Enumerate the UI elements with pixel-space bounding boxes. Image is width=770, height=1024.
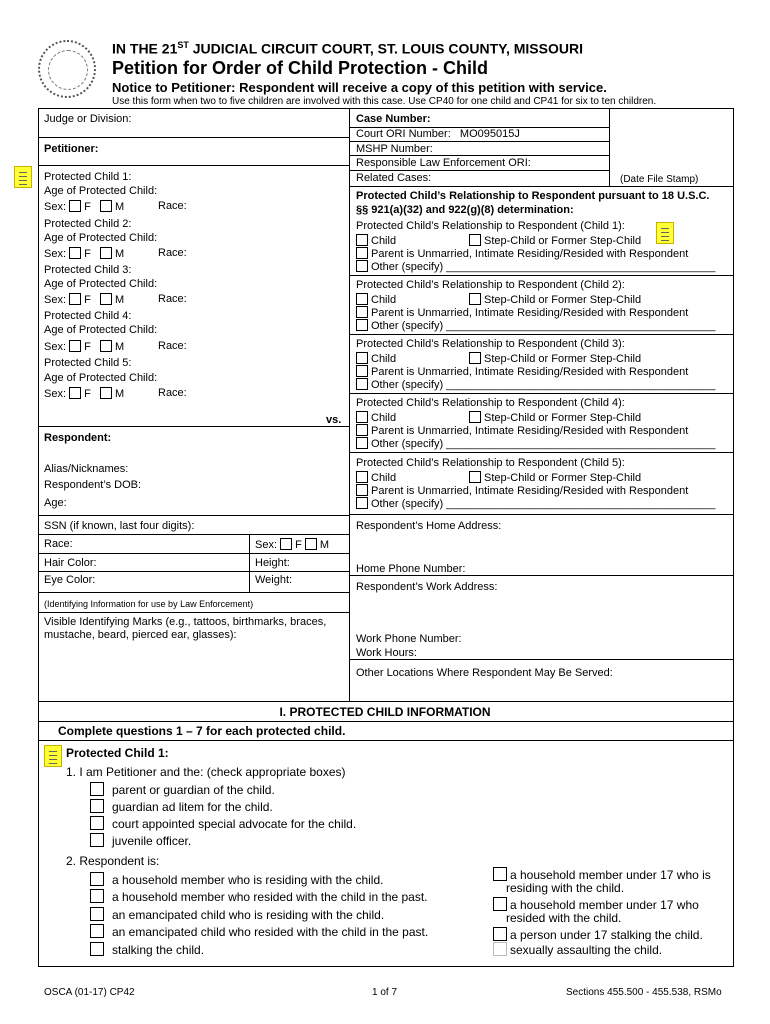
- child-checkbox[interactable]: [356, 352, 368, 364]
- court-name: IN THE 21ST JUDICIAL CIRCUIT COURT, ST. LOUIS COUNTY, MISSOURI: [112, 40, 583, 57]
- identifying-marks-label-2: mustache, beard, pierced ear, glasses):: [44, 629, 237, 641]
- parent-unmarried-checkbox[interactable]: [356, 424, 368, 436]
- versus-label: vs.: [326, 414, 342, 426]
- identifying-marks-label-1: Visible Identifying Marks (e.g., tattoos, birthmarks, braces,: [44, 616, 327, 628]
- child-checkbox[interactable]: [356, 293, 368, 305]
- sex-m-checkbox[interactable]: [100, 387, 112, 399]
- child-checkbox[interactable]: [356, 234, 368, 246]
- sex-f-checkbox[interactable]: [69, 293, 81, 305]
- form-id: OSCA (01-17) CP42: [44, 987, 135, 998]
- step-child-checkbox[interactable]: [469, 411, 481, 423]
- work-address-label: Respondent’s Work Address:: [356, 581, 498, 593]
- service-notice: Notice to Petitioner: Respondent will receive a copy of this petition with service.: [112, 80, 607, 95]
- sex-m-checkbox[interactable]: [100, 200, 112, 212]
- child-checkbox[interactable]: [356, 471, 368, 483]
- respondent-age-label: Age:: [44, 497, 67, 509]
- section-instruction: Complete questions 1 – 7 for each protected child.: [58, 724, 346, 738]
- household-under17-residing-checkbox[interactable]: [493, 867, 507, 881]
- responsible-le-ori-label: Responsible Law Enforcement ORI:: [356, 157, 531, 169]
- sex-f-checkbox[interactable]: [69, 200, 81, 212]
- relationship-heading-2: §§ 921(a)(32) and 922(g)(8) determination:: [356, 204, 574, 216]
- parent-unmarried-checkbox[interactable]: [356, 247, 368, 259]
- other-checkbox[interactable]: [356, 497, 368, 509]
- home-address-label: Respondent’s Home Address:: [356, 520, 502, 532]
- respondent-sex: Sex: F M: [255, 539, 330, 551]
- juvenile-officer-checkbox[interactable]: [90, 833, 104, 847]
- home-phone-label: Home Phone Number:: [356, 563, 466, 575]
- step-child-checkbox[interactable]: [469, 293, 481, 305]
- sex-f-checkbox[interactable]: [69, 247, 81, 259]
- other-checkbox[interactable]: [356, 319, 368, 331]
- hair-color-label: Hair Color:: [44, 557, 97, 569]
- section-heading: I. PROTECTED CHILD INFORMATION: [279, 705, 491, 719]
- emancipated-resided-checkbox[interactable]: [90, 924, 104, 938]
- law-enforcement-note: (Identifying Information for use by Law Enforcement): [44, 599, 254, 609]
- date-file-stamp: (Date File Stamp): [620, 174, 699, 185]
- stalking-checkbox[interactable]: [90, 942, 104, 956]
- other-checkbox[interactable]: [356, 437, 368, 449]
- parent-guardian-checkbox[interactable]: [90, 782, 104, 796]
- question-1: 1. I am Petitioner and the: (check appropriate boxes): [66, 765, 346, 779]
- ssn-label: SSN (if known, last four digits):: [44, 520, 195, 532]
- related-cases-label: Related Cases:: [356, 172, 432, 184]
- sex-f-checkbox[interactable]: [69, 387, 81, 399]
- height-label: Height:: [255, 557, 290, 569]
- sex-m-checkbox[interactable]: [100, 247, 112, 259]
- sticky-note-icon[interactable]: [14, 166, 32, 188]
- race-label: Race:: [44, 538, 73, 550]
- step-child-checkbox[interactable]: [469, 471, 481, 483]
- sex-f-checkbox[interactable]: [69, 340, 81, 352]
- emancipated-residing-checkbox[interactable]: [90, 907, 104, 921]
- relationship-heading-1: Protected Child’s Relationship to Respondent pursuant to 18 U.S.C.: [356, 190, 710, 202]
- page-number: 1 of 7: [372, 987, 398, 998]
- court-ori: Court ORI Number: MO095015J: [356, 128, 520, 140]
- sex-f-checkbox[interactable]: [280, 538, 292, 550]
- alias-label: Alias/Nicknames:: [44, 463, 129, 475]
- weight-label: Weight:: [255, 574, 293, 586]
- other-locations-label: Other Locations Where Respondent May Be Served:: [356, 667, 613, 679]
- under17-stalking-checkbox[interactable]: [493, 927, 507, 941]
- judge-division-label: Judge or Division:: [44, 113, 132, 125]
- parent-unmarried-checkbox[interactable]: [356, 306, 368, 318]
- protected-child-heading: Protected Child 1:: [66, 746, 169, 760]
- eye-color-label: Eye Color:: [44, 574, 96, 586]
- case-number-label: Case Number:: [356, 113, 431, 125]
- sex-m-checkbox[interactable]: [100, 293, 112, 305]
- mshp-number-label: MSHP Number:: [356, 143, 433, 155]
- court-seal: [38, 40, 96, 98]
- work-phone-label: Work Phone Number:: [356, 633, 462, 645]
- sexual-assault-checkbox[interactable]: [493, 942, 507, 956]
- guardian-ad-litem-checkbox[interactable]: [90, 799, 104, 813]
- petitioner-label: Petitioner:: [44, 143, 99, 155]
- other-checkbox[interactable]: [356, 260, 368, 272]
- respondent-dob-label: Respondent’s DOB:: [44, 479, 142, 491]
- sticky-note-icon[interactable]: [44, 745, 62, 767]
- other-checkbox[interactable]: [356, 378, 368, 390]
- form-title: Petition for Order of Child Protection - Child: [112, 58, 488, 78]
- respondent-label: Respondent:: [44, 432, 112, 444]
- question-2: 2. Respondent is:: [66, 854, 160, 868]
- sticky-note-icon[interactable]: [656, 222, 674, 244]
- sex-m-checkbox[interactable]: [100, 340, 112, 352]
- household-under17-resided-checkbox[interactable]: [493, 897, 507, 911]
- sex-m-checkbox[interactable]: [305, 538, 317, 550]
- household-residing-checkbox[interactable]: [90, 872, 104, 886]
- household-resided-checkbox[interactable]: [90, 889, 104, 903]
- form-instructions: Use this form when two to five children are involved with this case. Use CP40 for one child and CP41 for six to ten children.: [112, 96, 657, 107]
- step-child-checkbox[interactable]: [469, 234, 481, 246]
- statute-reference: Sections 455.500 - 455.538, RSMo: [566, 987, 722, 998]
- step-child-checkbox[interactable]: [469, 352, 481, 364]
- casa-checkbox[interactable]: [90, 816, 104, 830]
- child-checkbox[interactable]: [356, 411, 368, 423]
- parent-unmarried-checkbox[interactable]: [356, 365, 368, 377]
- work-hours-label: Work Hours:: [356, 647, 417, 659]
- parent-unmarried-checkbox[interactable]: [356, 484, 368, 496]
